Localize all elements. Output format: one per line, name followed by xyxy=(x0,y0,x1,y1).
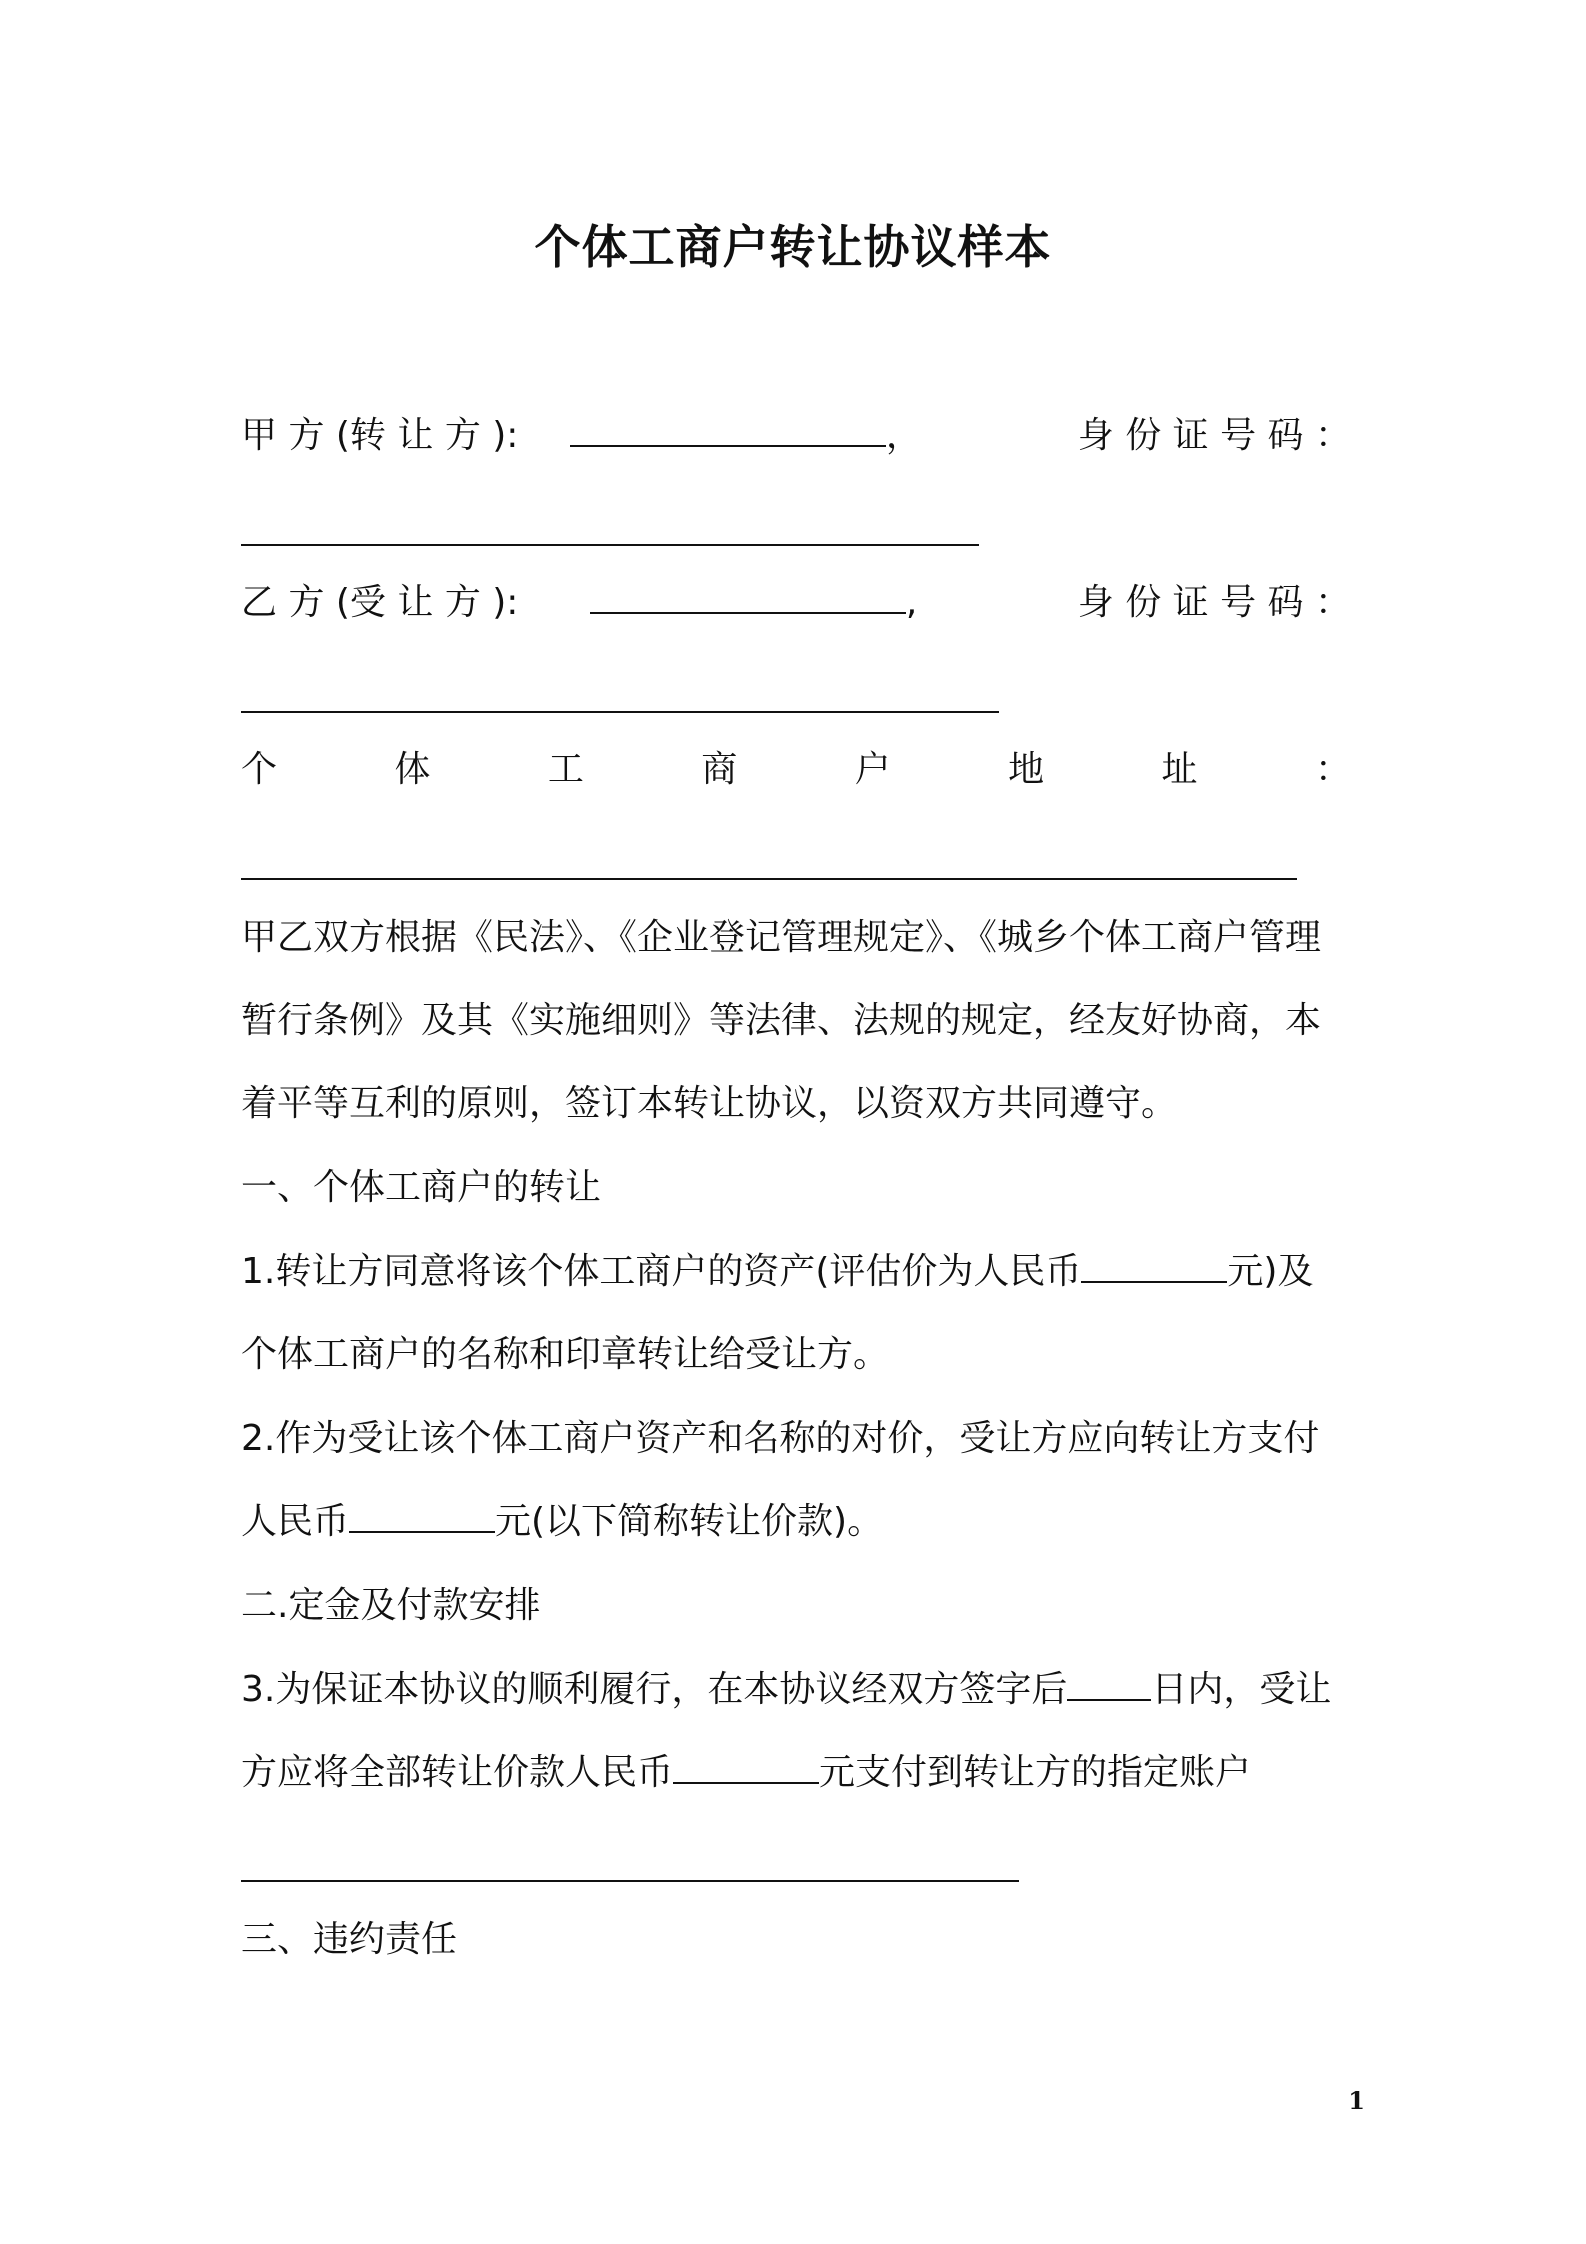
clause-2-line-2 xyxy=(241,1494,1351,1550)
party-b-id-label: 身 份 证 号 码 ： xyxy=(1077,582,1351,623)
clause-text: 人民币 xyxy=(241,1501,350,1542)
address-label-line xyxy=(241,742,1351,798)
address-char: 工 xyxy=(547,749,584,790)
party-b-label: 乙 方 (受 让 方 ): xyxy=(241,582,519,623)
address-char: 地 xyxy=(1008,749,1045,790)
address-blank[interactable] xyxy=(241,878,1297,880)
clause-text: 3.为保证本协议的顺利履行，在本协议经双方签字后 xyxy=(241,1669,1068,1710)
party-a-line xyxy=(241,408,1351,464)
clause-3-line-2 xyxy=(241,1745,1351,1801)
party-a-comma: ， xyxy=(885,415,922,456)
party-a-name-blank[interactable] xyxy=(570,411,886,447)
section-heading: 一、个体工商户的转让 xyxy=(241,1167,602,1208)
document-title: 个体工商户转让协议样本 xyxy=(534,220,1052,274)
clause-1-line-1 xyxy=(241,1244,1351,1300)
party-b-id-blank[interactable] xyxy=(241,711,999,713)
clause-2-line-1: 2.作为受让该个体工商户资产和名称的对价，受让方应向转让方支付 xyxy=(241,1418,1320,1459)
address-char: 商 xyxy=(701,749,738,790)
payment-amount-blank[interactable] xyxy=(673,1748,819,1784)
clause-text: 元)及 xyxy=(1227,1251,1314,1292)
party-b-line xyxy=(241,575,1351,631)
intro-line: 着平等互利的原则，签订本转让协议，以资双方共同遵守。 xyxy=(241,1083,1178,1124)
intro-line: 甲乙双方根据《民法》、《企业登记管理规定》、《城乡个体工商户管理 xyxy=(241,917,1322,958)
address-char: 址 xyxy=(1161,749,1198,790)
address-char: ： xyxy=(1314,749,1351,790)
account-blank[interactable] xyxy=(241,1880,1019,1882)
page-number: 1 xyxy=(1348,2086,1365,2115)
address-char: 户 xyxy=(854,749,891,790)
days-blank[interactable] xyxy=(1067,1665,1151,1701)
clause-3-line-1 xyxy=(241,1662,1351,1718)
party-a-label: 甲 方 (转 让 方 ): xyxy=(241,415,519,456)
clause-text: 元支付到转让方的指定账户 xyxy=(819,1752,1252,1793)
party-b-comma: , xyxy=(905,582,918,623)
section-heading: 二.定金及付款安排 xyxy=(241,1585,541,1626)
address-char: 个 xyxy=(241,749,278,790)
party-a-id-blank[interactable] xyxy=(241,544,979,546)
address-char: 体 xyxy=(394,749,431,790)
clause-text: 方应将全部转让价款人民币 xyxy=(241,1752,674,1793)
clause-text: 元(以下简称转让价款)。 xyxy=(495,1501,884,1542)
clause-text: 1.转让方同意将该个体工商户的资产(评估价为人民币 xyxy=(241,1251,1082,1292)
party-a-id-label: 身 份 证 号 码 ： xyxy=(1077,415,1351,456)
transfer-price-blank[interactable] xyxy=(349,1497,495,1533)
valuation-amount-blank[interactable] xyxy=(1081,1247,1227,1283)
clause-text: 日内，受让 xyxy=(1151,1669,1332,1710)
section-heading: 三、违约责任 xyxy=(241,1919,458,1960)
clause-1-line-2: 个体工商户的名称和印章转让给受让方。 xyxy=(241,1334,890,1375)
intro-line: 暂行条例》及其《实施细则》等法律、法规的规定，经友好协商，本 xyxy=(241,1000,1322,1041)
party-b-name-blank[interactable] xyxy=(590,578,906,614)
